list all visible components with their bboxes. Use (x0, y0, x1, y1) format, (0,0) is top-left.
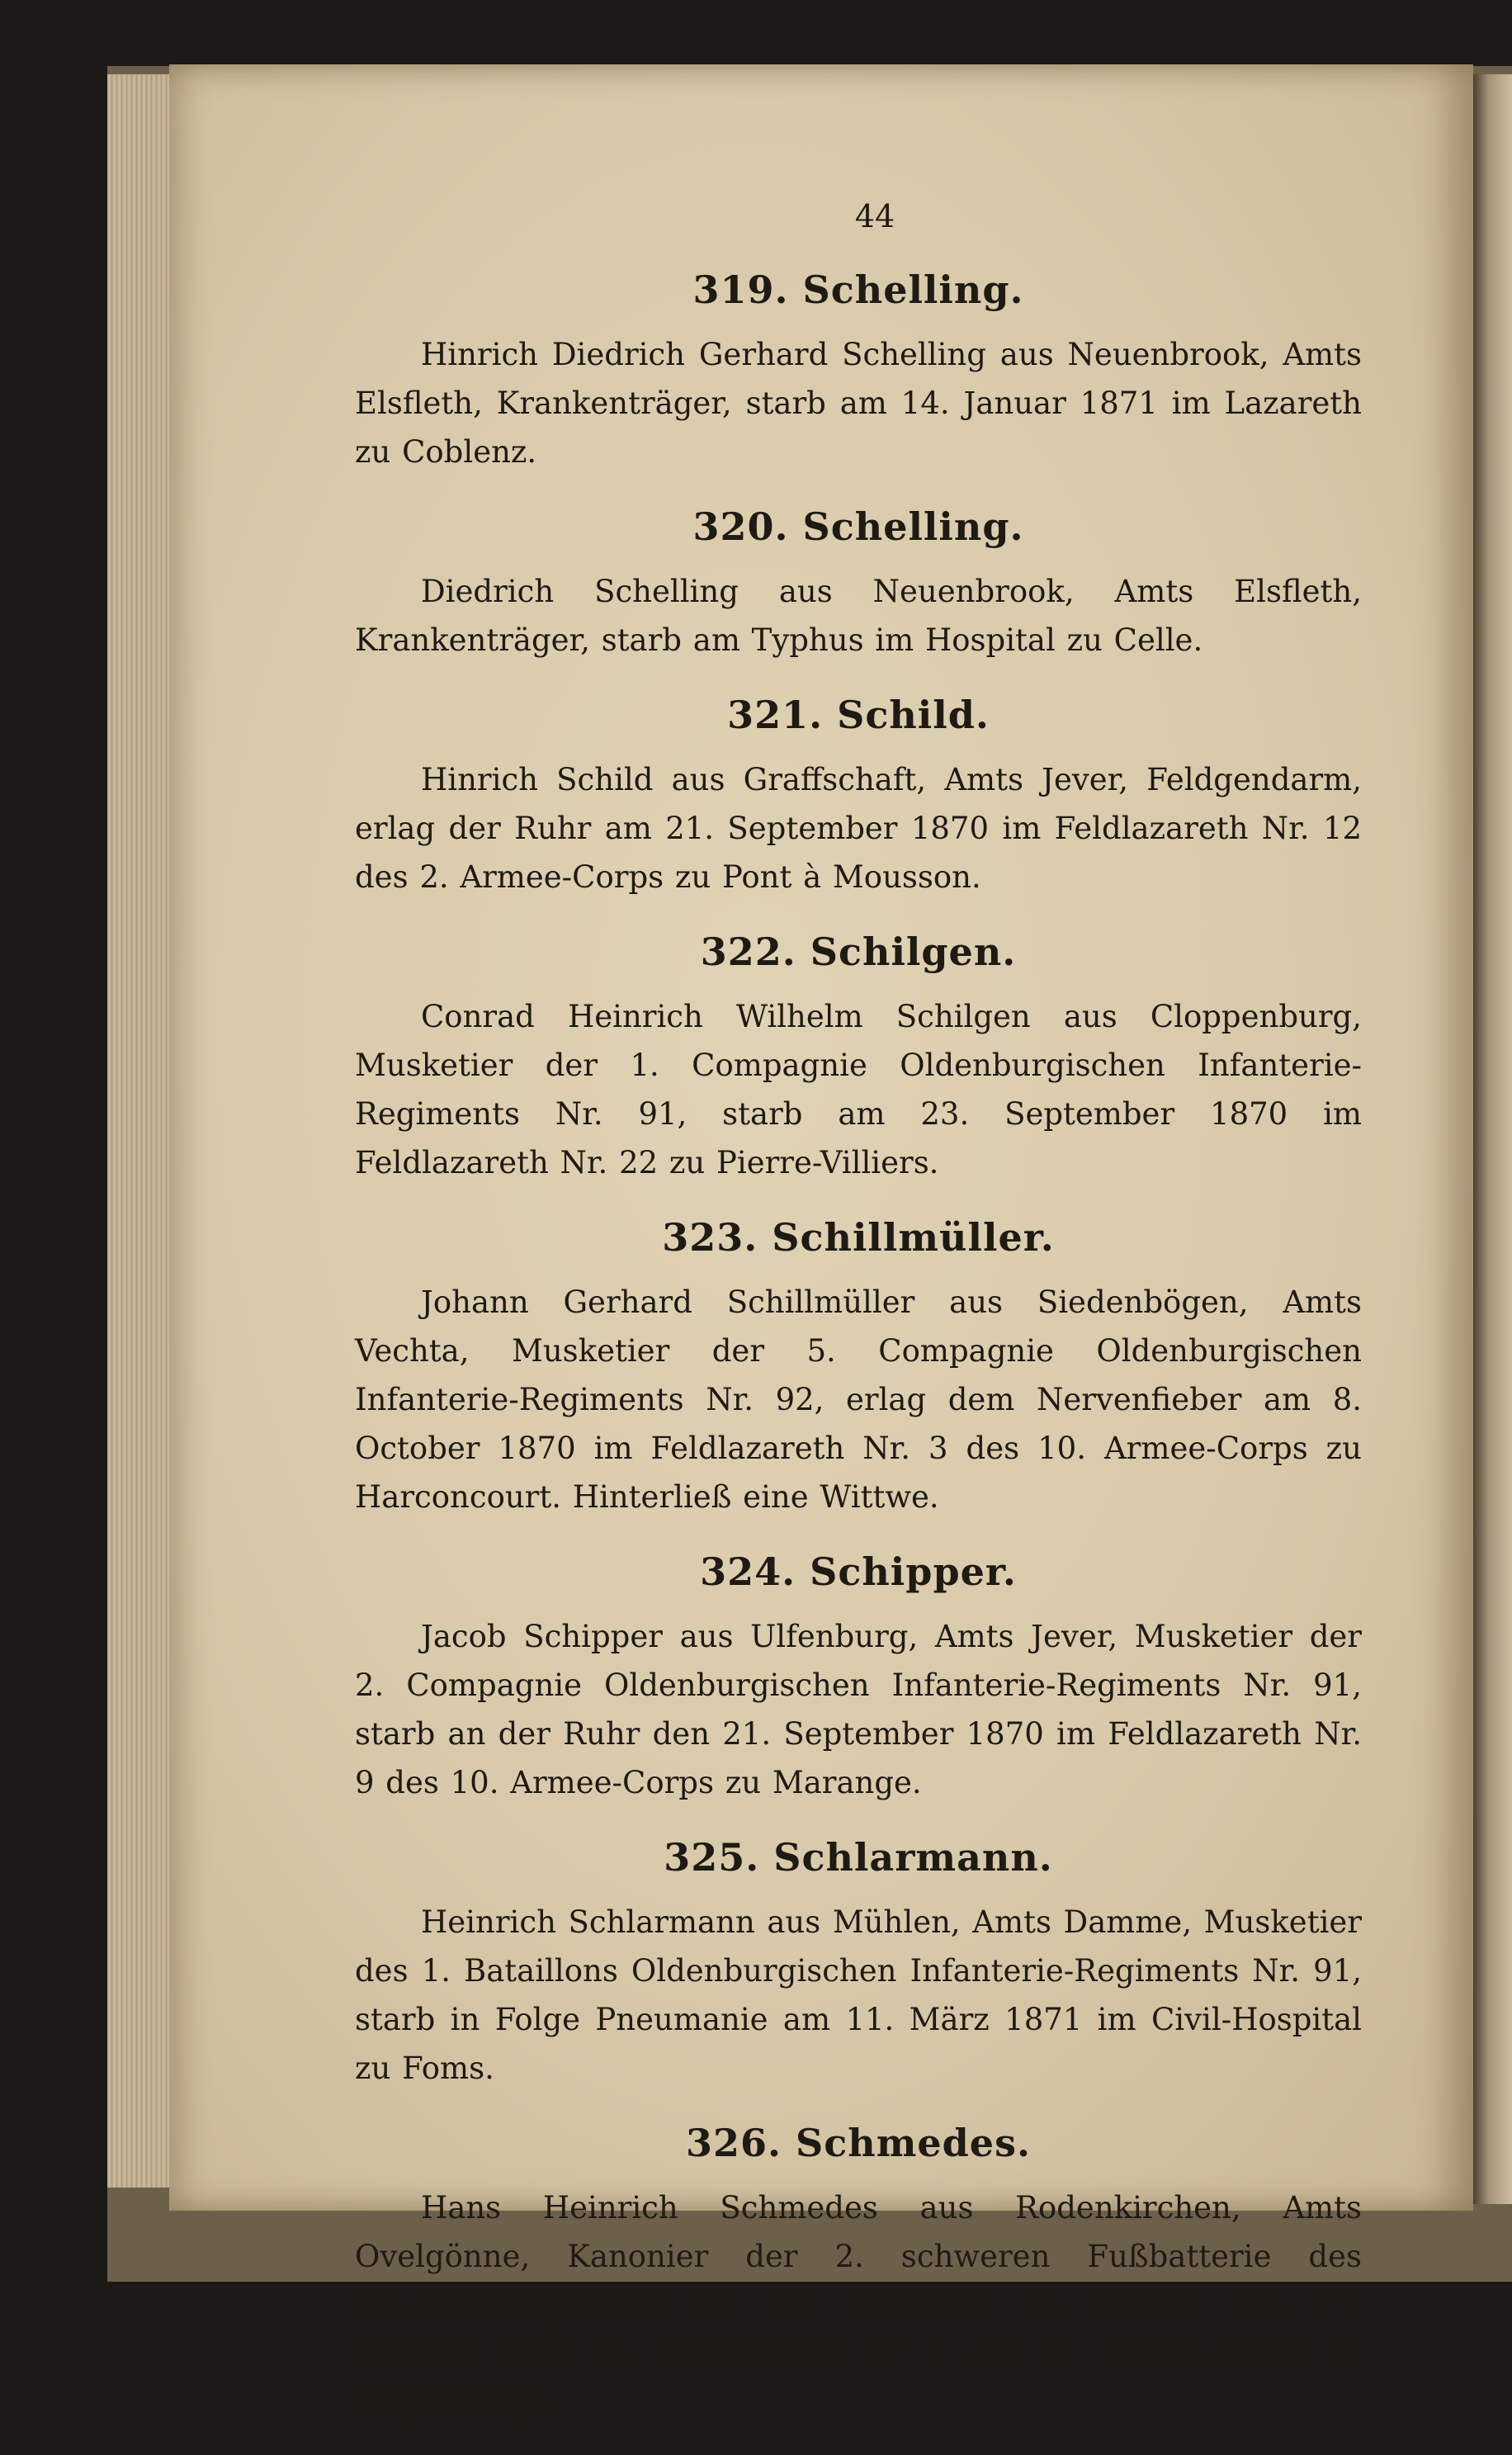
entry-text: Johann Gerhard Schillmüller aus Siedenbögen, Amts Vechta, Musketier der 5. Compagnie Oldenburgischen Infanterie-Regiments Nr. 92, erlag dem Nervenfieber am 8. October 1870 im Feldlazareth Nr. 3 des 10. Armee-Corps zu Harconcourt. Hinterließ eine Wittwe. (355, 1284, 1362, 1515)
entry-324 (355, 1549, 1362, 1807)
entry-heading: 319. Schelling. (692, 267, 1024, 312)
entry-heading: 325. Schlarmann. (664, 1835, 1053, 1880)
text-block (355, 198, 1362, 2455)
page-number: 44 (854, 198, 895, 234)
entry-323 (355, 1215, 1362, 1521)
entry-326 (355, 2121, 1362, 2427)
entry-text: Diedrich Schelling aus Neuenbrook, Amts Elsfleth, Krankenträger, starb am Typhus im Hospital zu Celle. (355, 574, 1362, 658)
entry-text: Heinrich Schlarmann aus Mühlen, Amts Damme, Musketier des 1. Bataillons Oldenburgischen Infanterie-Regiments Nr. 91, starb in Folge Pneumanie am 11. März 1871 im Civil-Hospital zu Foms. (355, 1904, 1362, 2086)
entry-321 (355, 693, 1362, 901)
book-gutter (1473, 74, 1512, 2204)
entry-322 (355, 929, 1362, 1187)
entry-320 (355, 504, 1362, 665)
entry-heading: 322. Schilgen. (700, 929, 1017, 974)
entry-text: Conrad Heinrich Wilhelm Schilgen aus Cloppenburg, Musketier der 1. Compagnie Oldenburgischen Infanterie-Regiments Nr. 91, starb am 23. September 1870 im Feldlazareth Nr. 22 zu Pierre-Villiers. (355, 999, 1362, 1180)
entry-heading: 323. Schillmüller. (662, 1215, 1055, 1260)
entry-heading: 326. Schmedes. (685, 2121, 1031, 2165)
entry-text: Hinrich Schild aus Graffschaft, Amts Jever, Feldgendarm, erlag der Ruhr am 21. September 1870 im Feldlazareth Nr. 12 des 2. Armee-Corps zu Pont à Mousson. (355, 762, 1362, 895)
entry-text: Hinrich Diedrich Gerhard Schelling aus Neuenbrook, Amts Elsfleth, Krankenträger, starb am 14. Januar 1871 im Lazareth zu Coblenz. (355, 337, 1362, 470)
entry-text: Hans Heinrich Schmedes aus Rodenkirchen, Amts Ovelgönne, Kanonier der 2. schweren Fußbatterie des Artillerie-Regiments Nr. 10, verschied am Typhus den 19. October 1870 im Feldlazareth Nr. 6 des 10. Armee-Corps zu Hagondange. (355, 2190, 1362, 2420)
entry-319 (355, 267, 1362, 476)
entry-325 (355, 1835, 1362, 2093)
entry-heading: 321. Schild. (727, 693, 990, 737)
entry-heading: 324. Schipper. (700, 1549, 1017, 1594)
entry-heading: 320. Schelling. (692, 504, 1024, 549)
entry-text: Jacob Schipper aus Ulfenburg, Amts Jever, Musketier der 2. Compagnie Oldenburgischen Infanterie-Regiments Nr. 91, starb an der Ruhr den 21. September 1870 im Feldlazareth Nr. 9 des 10. Armee-Corps zu Marange. (355, 1619, 1362, 1800)
